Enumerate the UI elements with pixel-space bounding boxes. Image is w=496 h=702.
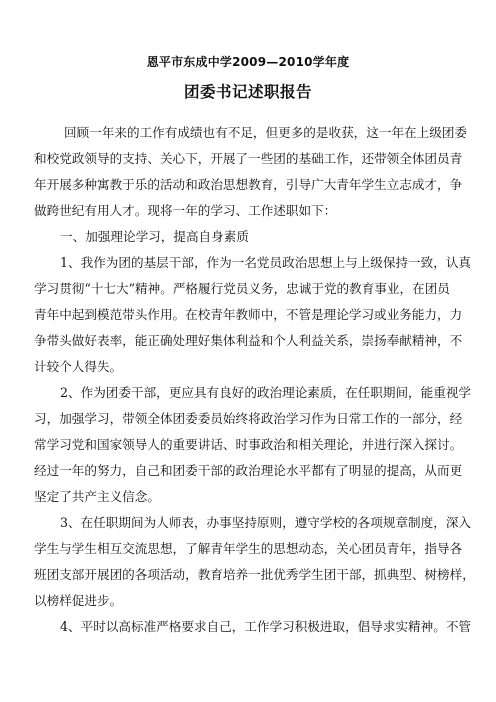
paragraph-line: 回顾一年来的工作有成绩也有不足，但更多的是收获，这一年在上级团委	[64, 125, 467, 140]
paragraph-line: 习，加强学习，带领全体团委委员始终将政治学习作为日常工作的一部分，经	[34, 411, 463, 426]
paragraph-line: 经过一年的努力，自己和团委干部的政治理论水平都有了明显的提高，从而更	[34, 463, 463, 478]
paragraph-line: 班团支部开展团的各项活动，教育培养一批优秀学生团干部，抓典型、树榜样，	[34, 567, 475, 582]
paragraph-line: 以榜样促进步。	[34, 593, 123, 608]
paragraph-line: 年开展多种寓教于乐的活动和政治思想教育，引导广大青年学生立志成才，争	[34, 177, 463, 192]
paragraph-line: 学习贯彻“十七大”精神。严格履行党员义务，忠诚于党的教育事业，在团员	[34, 281, 450, 296]
paragraph-line: 和校党政领导的支持、关心下，开展了一些团的基础工作，还带领全体团员青	[34, 151, 463, 166]
paragraph-line: 做跨世纪有用人才。现将一年的学习、工作述职如下：	[34, 203, 337, 218]
paragraph-line: 坚定了共产主义信念。	[34, 489, 160, 504]
paragraph-line: 2、作为团委干部，更应具有良好的政治理论素质，在任职期间，能重视学	[60, 385, 472, 400]
school-year-heading: 恩平市东成中学2009—2010学年度	[146, 55, 350, 69]
paragraph-line: 计较个人得失。	[34, 359, 123, 374]
section-heading: 一、加强理论学习，提高自身素质	[60, 229, 249, 244]
paragraph-line: 争带头做好表率，能正确处理好集体利益和个人利益关系，崇扬奉献精神，不	[34, 333, 463, 348]
report-title: 团委书记述职报告	[183, 83, 312, 101]
paragraph-line: 3、在任职期间为人师表，办事坚持原则，遵守学校的各项规章制度，深入	[60, 515, 472, 530]
paragraph-line: 1、我作为团的基层干部，作为一名党员政治思想上与上级保持一致，认真	[60, 255, 472, 270]
paragraph-line: 青年中起到模范带头作用。在校青年教师中，不管是理论学习或业务能力，力	[34, 307, 463, 322]
paragraph-line: 常学习党和国家领导人的重要讲话、时事政治和相关理论，并进行深入探讨。	[34, 437, 463, 452]
paragraph-line: 4、平时以高标准严格要求自己，工作学习积极进取，倡导求实精神。不管	[60, 619, 472, 634]
paragraph-line: 学生与学生相互交流思想，了解青年学生的思想动态，关心团员青年，指导各	[34, 541, 463, 556]
